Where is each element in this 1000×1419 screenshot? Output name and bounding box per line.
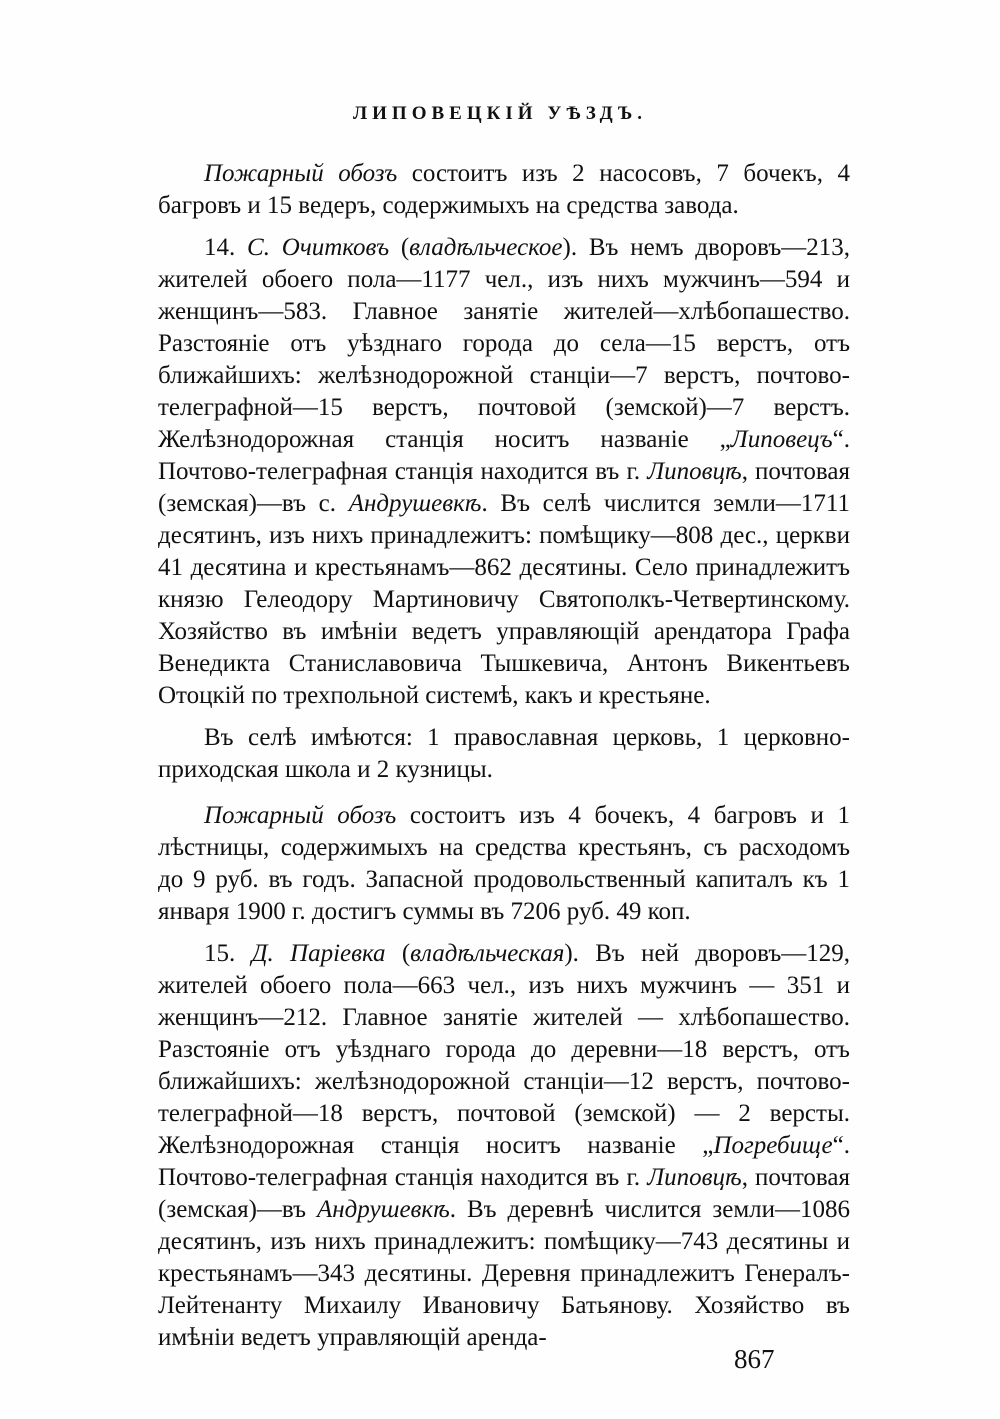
paragraph-fire-brigade-factory (158, 158, 850, 222)
settlement-name: С. Очитковъ (247, 234, 390, 261)
village-name: Андрушевкѣ (316, 1196, 450, 1223)
paragraph-entry-14 (158, 232, 850, 712)
ownership-kind: владѣльческое (409, 234, 563, 261)
body-text (158, 158, 850, 1354)
page-number: 867 (734, 1344, 775, 1374)
paragraph-text: Въ ней дворовъ—129, жителей обоего пола—663 чел., изъ нихъ мужчинъ — 351 и женщинъ—212. Главное занятіе жителей — хлѣбопашество. Разстояніе отъ уѣзднаго города до деревни—18 верстъ, отъ ближайшихъ: желѣзнодорожной станціи—12 верстъ, почтово-телеграфной—18 верстъ, почтовой (земской) — 2 версты. Желѣзнодорожная станція носитъ названіе „ (158, 940, 851, 1159)
paragraph-entry-15 (158, 938, 850, 1354)
paragraph-text: “. Почтово-телеграфная станція находится въ г. (158, 426, 850, 485)
paragraph-text: Въ немъ дворовъ—213, жителей обоего пола—1177 чел., изъ нихъ мужчинъ—594 и женщинъ—583. Главное занятіе жителей—хлѣбопашество. Разстояніе отъ уѣзднаго города до села—15 верстъ, отъ ближайшихъ: желѣзнодорожной станціи—7 верстъ, почтово-телеграфной—15 верстъ, почтовой (земской)—7 верстъ. Желѣзнодорожная станція носитъ названіе „ (158, 234, 851, 453)
paragraph-text: состоитъ изъ 2 насосовъ, 7 бочекъ, 4 багровъ и 15 ведеръ, содержимыхъ на средства завода. (158, 160, 850, 219)
city-name: Липовцѣ (647, 458, 742, 485)
paragraph-text: , почтовая (земская)—въ с. (158, 458, 850, 517)
paren-close: ). (562, 234, 578, 261)
entry-number: 15. (204, 940, 252, 967)
paragraph-text: . Въ селѣ числится земли—1711 десятинъ, изъ нихъ принадлежитъ: помѣщику—808 дес., церкви 41 десятина и крестьянамъ—862 десятины. Село принадлежитъ князю Гелеодору Мартиновичу Святополкъ-Четвертинскому. Хозяйство въ имѣніи ведетъ управляющій арендатора Графа Венедикта Станиславовича Тышкевича, Антонъ Викентьевъ Отоцкій по трехпольной системѣ, какъ и крестьяне. (158, 490, 850, 709)
paren-close: ). (564, 940, 579, 967)
paren-open: ( (389, 234, 410, 261)
settlement-name: Д. Паріевка (251, 940, 386, 967)
italic-lead: Пожарный обозъ (204, 802, 397, 829)
paren-open: ( (385, 940, 411, 967)
paragraph-text: состоитъ изъ 4 бочекъ, 4 багровъ и 1 лѣстницы, содержимыхъ на средства крестьянъ, съ расходомъ до 9 руб. въ годъ. Запасной продовольственный капиталъ къ 1 января 1900 г. достигъ суммы въ 7206 руб. 49 коп. (158, 802, 850, 925)
station-name: Липовецъ (730, 426, 833, 453)
village-name: Андрушевкѣ (348, 490, 482, 517)
paragraph-text: Въ селѣ имѣются: 1 православная церковь, 1 церковно-приходская школа и 2 кузницы. (158, 724, 850, 783)
italic-lead: Пожарный обозъ (204, 160, 398, 187)
running-header: ЛИПОВЕЦКІЙ УѢЗДЪ. (353, 103, 647, 124)
paragraph-text: , почтовая (земская)—въ (158, 1164, 850, 1223)
paragraph-text: . Въ деревнѣ числится земли—1086 десятинъ, изъ нихъ принадлежитъ: помѣщику—743 десятины и крестьянамъ—343 десятины. Деревня принадлежитъ Генералъ-Лейтенанту Михаилу Ивановичу Батьянову. Хозяйство въ имѣніи ведетъ управляющій аренда- (158, 1196, 850, 1351)
paragraph-fire-brigade-village (158, 800, 850, 928)
paragraph-text: “. Почтово-телеграфная станція находится въ г. (158, 1132, 850, 1191)
city-name: Липовцѣ (647, 1164, 742, 1191)
ownership-kind: владѣльческая (410, 940, 565, 967)
paragraph-village-facilities (158, 722, 850, 786)
entry-number: 14. (204, 234, 248, 261)
station-name: Погребище (713, 1132, 833, 1159)
